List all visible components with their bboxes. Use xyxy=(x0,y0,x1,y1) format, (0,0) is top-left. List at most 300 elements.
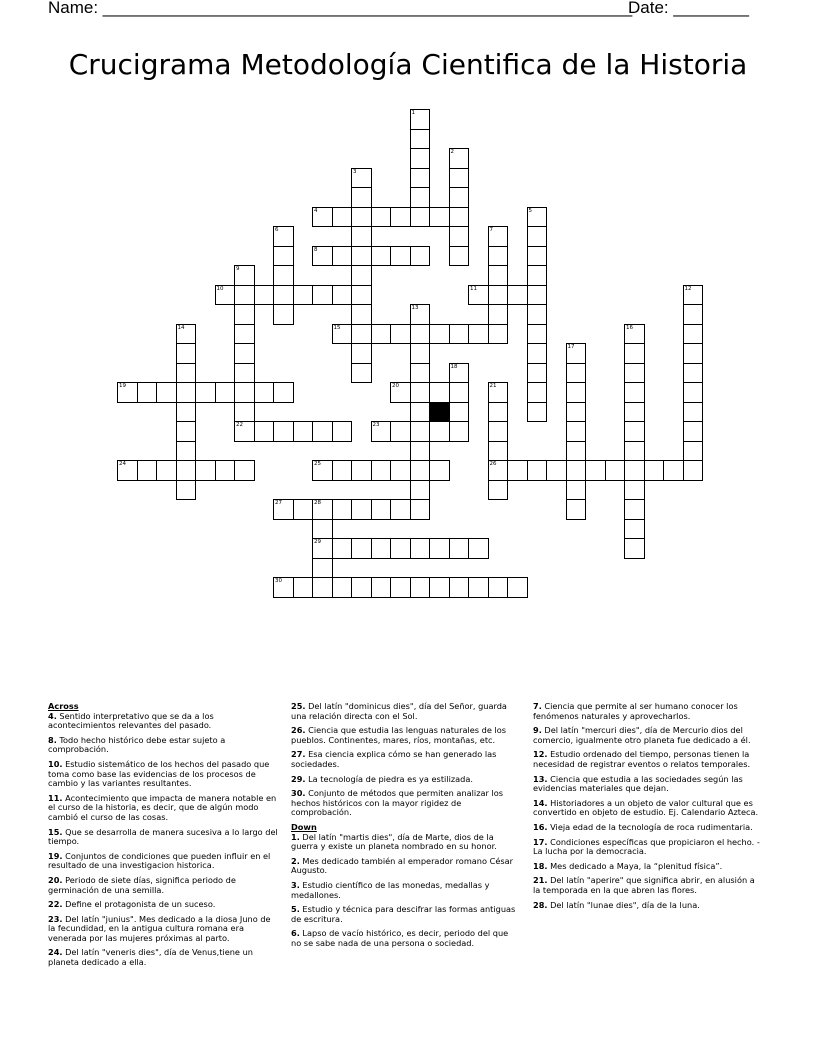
grid-cell[interactable] xyxy=(351,246,372,267)
grid-cell[interactable] xyxy=(332,207,353,228)
clue-number-label: 23. xyxy=(48,913,63,924)
grid-cell[interactable] xyxy=(527,285,548,306)
grid-cell[interactable] xyxy=(507,460,528,481)
grid-cell[interactable] xyxy=(371,577,392,598)
clue-text: Define el protagonista de un suceso. xyxy=(62,899,216,910)
clue-number-label: 21. xyxy=(533,875,548,886)
across-clue xyxy=(291,775,519,785)
grid-cell[interactable] xyxy=(332,499,353,520)
clue-text: Del latín "lunae dies", día de la luna. xyxy=(547,899,700,910)
grid-cell[interactable] xyxy=(312,519,333,540)
grid-cell[interactable] xyxy=(566,382,587,403)
grid-cell[interactable] xyxy=(488,402,509,423)
grid-cell[interactable] xyxy=(332,538,353,559)
grid-cell[interactable] xyxy=(566,421,587,442)
grid-cell[interactable] xyxy=(176,382,197,403)
clue-number: 7 xyxy=(489,227,493,233)
clue-number: 15 xyxy=(333,324,341,331)
down-clue xyxy=(533,702,763,721)
grid-cell[interactable] xyxy=(624,499,645,520)
grid-cell[interactable] xyxy=(273,382,294,403)
grid-cell[interactable] xyxy=(351,168,372,189)
down-clue xyxy=(533,726,763,745)
grid-cell[interactable] xyxy=(488,421,509,442)
clue-text: Ciencia que permite al ser humano conocer los fenómenos naturales y aprovecharlos. xyxy=(533,701,738,721)
grid-cell[interactable] xyxy=(429,538,450,559)
grid-cell[interactable] xyxy=(507,577,528,598)
grid-cell[interactable] xyxy=(351,187,372,208)
clue-number: 24 xyxy=(119,461,126,467)
clue-text: Sentido interpretativo que se da a los acontecimientos relevantes del pasado. xyxy=(48,710,214,731)
grid-cell[interactable] xyxy=(468,285,489,306)
grid-cell[interactable] xyxy=(351,460,372,481)
clue-number: 21 xyxy=(489,383,497,389)
grid-cell[interactable] xyxy=(371,538,392,559)
grid-cell[interactable] xyxy=(624,421,645,442)
grid-cell[interactable] xyxy=(488,324,509,345)
grid-cell[interactable] xyxy=(488,441,509,462)
grid-cell[interactable] xyxy=(488,460,509,481)
grid-cell[interactable] xyxy=(449,187,470,208)
grid-cell[interactable] xyxy=(566,480,587,501)
grid-cell[interactable] xyxy=(527,382,548,403)
name-line: Name: ________________________________________________________ xyxy=(48,0,633,17)
grid-cell[interactable] xyxy=(527,343,548,364)
clue-number-label: 18. xyxy=(533,860,548,871)
grid-cell[interactable] xyxy=(273,577,294,598)
grid-cell[interactable] xyxy=(429,382,450,403)
clue-number: 4 xyxy=(314,207,318,214)
grid-cell[interactable] xyxy=(449,168,470,189)
grid-cell[interactable] xyxy=(449,363,470,384)
grid-cell[interactable] xyxy=(371,246,392,267)
grid-cell[interactable] xyxy=(176,441,197,462)
grid-cell[interactable] xyxy=(449,421,470,442)
grid-cell[interactable] xyxy=(351,265,372,286)
clue-text: Mes dedicado a Maya, la “plenitud física”. xyxy=(547,860,723,871)
clue-number-label: 17. xyxy=(533,836,548,847)
grid-cell[interactable] xyxy=(410,187,431,208)
grid-cell[interactable] xyxy=(683,460,704,481)
grid-cell[interactable] xyxy=(566,460,587,481)
grid-cell[interactable] xyxy=(312,246,333,267)
grid-cell[interactable] xyxy=(312,538,333,559)
grid-cell[interactable] xyxy=(546,460,567,481)
across-heading: Across xyxy=(48,701,79,711)
clue-number: 6 xyxy=(275,227,279,233)
grid-cell[interactable] xyxy=(410,324,431,345)
grid-cell[interactable] xyxy=(527,324,548,345)
grid-cell[interactable] xyxy=(234,265,255,286)
grid-cell[interactable] xyxy=(624,538,645,559)
grid-cell[interactable] xyxy=(468,577,489,598)
clue-number-label: 15. xyxy=(48,826,63,837)
grid-cell[interactable] xyxy=(449,226,470,247)
clue-number-label: 14. xyxy=(533,797,548,808)
grid-cell[interactable] xyxy=(293,285,314,306)
clue-text: Esa ciencia explica cómo se han generado las sociedades. xyxy=(291,749,497,769)
grid-cell[interactable] xyxy=(254,421,275,442)
grid-cell[interactable] xyxy=(137,460,158,481)
grid-cell[interactable] xyxy=(293,499,314,520)
down-clue xyxy=(533,750,763,769)
grid-cell[interactable] xyxy=(410,441,431,462)
grid-cell[interactable] xyxy=(273,226,294,247)
grid-cell[interactable] xyxy=(507,285,528,306)
grid-cell[interactable] xyxy=(371,207,392,228)
clue-number: 9 xyxy=(236,266,240,272)
grid-cell[interactable] xyxy=(215,285,236,306)
grid-cell[interactable] xyxy=(332,577,353,598)
down-clue xyxy=(533,876,763,895)
clue-text: Vieja edad de la tecnología de roca rudimentaria. xyxy=(547,821,753,832)
grid-cell[interactable] xyxy=(371,421,392,442)
grid-cell[interactable] xyxy=(683,304,704,325)
grid-cell[interactable] xyxy=(332,324,353,345)
grid-cell[interactable] xyxy=(429,324,450,345)
grid-cell[interactable] xyxy=(176,343,197,364)
grid-cell[interactable] xyxy=(410,109,431,130)
grid-cell[interactable] xyxy=(624,363,645,384)
clue-text: Ciencia que estudia las lenguas naturales de los pueblos. Continentes, mares, ríos, montañas, etc. xyxy=(291,725,507,745)
clue-number-label: 24. xyxy=(48,947,63,958)
grid-cell[interactable] xyxy=(234,343,255,364)
grid-cell[interactable] xyxy=(273,246,294,267)
grid-cell[interactable] xyxy=(390,538,411,559)
grid-cell[interactable] xyxy=(410,480,431,501)
across-clue xyxy=(48,915,280,944)
grid-cell[interactable] xyxy=(410,382,431,403)
down-clue-list xyxy=(291,833,519,949)
down-clue xyxy=(533,823,763,833)
grid-cell[interactable] xyxy=(351,207,372,228)
clue-number: 27 xyxy=(275,500,282,506)
grid-cell[interactable] xyxy=(254,382,275,403)
grid-cell[interactable] xyxy=(488,304,509,325)
grid-cell[interactable] xyxy=(644,460,665,481)
across-clue xyxy=(48,760,280,789)
clue-number: 18 xyxy=(450,363,458,370)
grid-cell[interactable] xyxy=(683,421,704,442)
clue-number-label: 19. xyxy=(48,850,63,861)
grid-cell[interactable] xyxy=(585,460,606,481)
grid-cell[interactable] xyxy=(410,363,431,384)
grid-cell[interactable] xyxy=(449,402,470,423)
grid-cell[interactable] xyxy=(410,246,431,267)
grid-cell[interactable] xyxy=(429,577,450,598)
clue-number: 10 xyxy=(216,285,224,292)
clue-text: Del latín "aperire" que significa abrir, en alusión a la temporada en la que abren las flores. xyxy=(533,875,755,895)
grid-cell[interactable] xyxy=(429,207,450,228)
grid-cell[interactable] xyxy=(195,382,216,403)
clue-number: 3 xyxy=(353,168,357,175)
grid-cell[interactable] xyxy=(176,363,197,384)
clue-text: Del latín "mercuri dies", día de Mercurio dios del comercio, igualmente otro planeta fue dedicado a él. xyxy=(533,725,751,745)
grid-cell[interactable] xyxy=(527,402,548,423)
clue-text: Del latín "junius". Mes dedicado a la diosa Juno de la fecundidad, en la antigua cultura romana era venerada por las mujeres próximas al parto. xyxy=(48,913,271,943)
clue-number: 2 xyxy=(450,149,454,155)
grid-cell[interactable] xyxy=(390,577,411,598)
grid-cell[interactable] xyxy=(273,304,294,325)
grid-cell[interactable] xyxy=(624,324,645,345)
grid-cell[interactable] xyxy=(410,421,431,442)
grid-cell[interactable] xyxy=(351,324,372,345)
down-clue xyxy=(533,838,763,857)
grid-cell[interactable] xyxy=(117,460,138,481)
grid-cell[interactable] xyxy=(488,246,509,267)
across-clue xyxy=(48,736,280,755)
grid-cell[interactable] xyxy=(624,480,645,501)
grid-cell[interactable] xyxy=(351,343,372,364)
clue-text: Conjunto de métodos que permiten analizar los hechos históricos con la mayor rigidez de comprobación. xyxy=(291,788,504,818)
grid-cell[interactable] xyxy=(195,460,216,481)
grid-cell[interactable] xyxy=(371,499,392,520)
clue-number-label: 26. xyxy=(291,725,306,736)
grid-cell[interactable] xyxy=(488,265,509,286)
down-clue xyxy=(291,833,519,852)
clue-text: Historiadores a un objeto de valor cultural que es convertido en objeto de estudio. Ej. Calendario Azteca. xyxy=(533,797,759,818)
grid-cell[interactable] xyxy=(117,382,138,403)
grid-cell[interactable] xyxy=(683,382,704,403)
grid-cell[interactable] xyxy=(351,577,372,598)
grid-cell[interactable] xyxy=(234,363,255,384)
clue-number: 20 xyxy=(392,383,399,389)
grid-cell[interactable] xyxy=(449,577,470,598)
grid-cell[interactable] xyxy=(351,499,372,520)
clue-text: Condiciones específicas que propiciaron el hecho. -La lucha por la democracia. xyxy=(533,836,760,857)
grid-cell[interactable] xyxy=(156,382,177,403)
grid-cell[interactable] xyxy=(488,480,509,501)
grid-cell[interactable] xyxy=(683,363,704,384)
grid-cell[interactable] xyxy=(390,421,411,442)
across-clue xyxy=(48,900,280,910)
clue-number: 29 xyxy=(314,539,321,545)
clue-text: Ciencia que estudia a las sociedades según las evidencias materiales que dejan. xyxy=(533,773,743,794)
grid-cell[interactable] xyxy=(371,460,392,481)
grid-cell[interactable] xyxy=(449,324,470,345)
grid-cell[interactable] xyxy=(234,421,255,442)
grid-cell[interactable] xyxy=(468,538,489,559)
clue-number: 19 xyxy=(119,383,126,389)
grid-cell[interactable] xyxy=(273,421,294,442)
clue-number-label: 16. xyxy=(533,821,548,832)
grid-cell[interactable] xyxy=(312,558,333,579)
clue-text: Lapso de vacío histórico, es decir, periodo del que no se sabe nada de una persona o sociedad. xyxy=(291,928,509,948)
grid-cell[interactable] xyxy=(332,246,353,267)
grid-cell[interactable] xyxy=(390,324,411,345)
grid-cell[interactable] xyxy=(410,207,431,228)
grid-cell[interactable] xyxy=(332,285,353,306)
grid-cell[interactable] xyxy=(527,207,548,228)
grid-cell[interactable] xyxy=(488,285,509,306)
clue-number: 26 xyxy=(489,461,497,467)
grid-cell[interactable] xyxy=(527,226,548,247)
page-title: Crucigrama Metodología Cientifica de la Historia xyxy=(68,48,748,81)
grid-cell[interactable] xyxy=(410,129,431,150)
clue-number-label: 27. xyxy=(291,749,306,760)
grid-cell[interactable] xyxy=(234,460,255,481)
grid-cell[interactable] xyxy=(254,285,275,306)
across-clue xyxy=(48,828,280,847)
grid-cell[interactable] xyxy=(293,421,314,442)
grid-cell[interactable] xyxy=(566,363,587,384)
clue-number: 8 xyxy=(314,246,318,253)
grid-cell[interactable] xyxy=(410,538,431,559)
across-clue-list-continued xyxy=(291,702,519,818)
clue-number: 12 xyxy=(684,285,692,292)
clue-number-label: 9. xyxy=(533,725,542,736)
grid-cell[interactable] xyxy=(273,499,294,520)
grid-cell[interactable] xyxy=(566,441,587,462)
grid-cell[interactable] xyxy=(527,265,548,286)
clue-number-label: 8. xyxy=(48,734,57,745)
grid-cell[interactable] xyxy=(624,402,645,423)
grid-cell[interactable] xyxy=(410,343,431,364)
across-clue xyxy=(48,948,280,967)
grid-cell[interactable] xyxy=(293,577,314,598)
grid-cell[interactable] xyxy=(351,226,372,247)
grid-cell[interactable] xyxy=(390,460,411,481)
grid-cell[interactable] xyxy=(566,499,587,520)
clue-number: 23 xyxy=(372,422,380,428)
grid-cell[interactable] xyxy=(176,480,197,501)
grid-cell[interactable] xyxy=(605,460,626,481)
grid-cell[interactable] xyxy=(429,421,450,442)
clue-number: 16 xyxy=(626,324,633,331)
grid-cell[interactable] xyxy=(527,246,548,267)
across-clue xyxy=(291,750,519,769)
grid-cell[interactable] xyxy=(410,460,431,481)
grid-cell[interactable] xyxy=(527,460,548,481)
grid-cell[interactable] xyxy=(449,207,470,228)
across-clue xyxy=(48,852,280,871)
down-clue xyxy=(291,857,519,876)
grid-cell[interactable] xyxy=(663,460,684,481)
grid-cell[interactable] xyxy=(234,402,255,423)
grid-cell[interactable] xyxy=(351,538,372,559)
grid-cell[interactable] xyxy=(176,421,197,442)
across-clue xyxy=(48,876,280,895)
grid-cell[interactable] xyxy=(624,519,645,540)
clue-number-label: 20. xyxy=(48,874,63,885)
grid-cell[interactable] xyxy=(234,324,255,345)
grid-cell[interactable] xyxy=(312,285,333,306)
clue-number-label: 10. xyxy=(48,758,63,769)
grid-cell[interactable] xyxy=(332,460,353,481)
grid-cell[interactable] xyxy=(410,577,431,598)
grid-cell[interactable] xyxy=(683,285,704,306)
grid-cell[interactable] xyxy=(176,324,197,345)
grid-cell[interactable] xyxy=(176,460,197,481)
grid-cell[interactable] xyxy=(351,285,372,306)
grid-cell[interactable] xyxy=(449,382,470,403)
grid-cell[interactable] xyxy=(351,304,372,325)
grid-cell[interactable] xyxy=(449,538,470,559)
grid-cell[interactable] xyxy=(137,382,158,403)
clue-number: 1 xyxy=(411,110,415,116)
grid-cell[interactable] xyxy=(312,577,333,598)
clue-number: 14 xyxy=(177,324,185,331)
grid-cell[interactable] xyxy=(176,402,197,423)
grid-cell[interactable] xyxy=(215,382,236,403)
grid-cell[interactable] xyxy=(527,304,548,325)
grid-cell[interactable] xyxy=(566,343,587,364)
grid-cell[interactable] xyxy=(390,499,411,520)
across-clue xyxy=(291,789,519,818)
clue-text: La tecnología de piedra es ya estilizada. xyxy=(305,773,473,784)
grid-cell[interactable] xyxy=(683,343,704,364)
grid-cell[interactable] xyxy=(390,382,411,403)
grid-cell[interactable] xyxy=(312,207,333,228)
grid-cell[interactable] xyxy=(234,382,255,403)
grid-cell[interactable] xyxy=(488,382,509,403)
clue-number-label: 25. xyxy=(291,701,306,711)
grid-cell[interactable] xyxy=(390,207,411,228)
grid-cell[interactable] xyxy=(332,421,353,442)
grid-cell[interactable] xyxy=(683,402,704,423)
grid-cell[interactable] xyxy=(312,421,333,442)
grid-cell[interactable] xyxy=(683,324,704,345)
clue-number: 11 xyxy=(470,285,477,292)
grid-cell[interactable] xyxy=(215,460,236,481)
grid-cell[interactable] xyxy=(410,499,431,520)
grid-cell[interactable] xyxy=(273,265,294,286)
grid-cell[interactable] xyxy=(371,324,392,345)
grid-cell[interactable] xyxy=(410,148,431,169)
grid-cell[interactable] xyxy=(468,324,489,345)
grid-cell[interactable] xyxy=(488,226,509,247)
across-clue xyxy=(48,794,280,823)
grid-cell[interactable] xyxy=(156,460,177,481)
grid-cell[interactable] xyxy=(527,363,548,384)
clue-number: 30 xyxy=(275,578,282,584)
grid-cell[interactable] xyxy=(234,304,255,325)
grid-cell[interactable] xyxy=(351,363,372,384)
clue-number-label: 5. xyxy=(291,904,300,915)
grid-cell[interactable] xyxy=(683,441,704,462)
grid-cell[interactable] xyxy=(312,460,333,481)
clue-number: 13 xyxy=(411,305,419,311)
grid-cell[interactable] xyxy=(449,148,470,169)
grid-cell[interactable] xyxy=(429,460,450,481)
grid-cell[interactable] xyxy=(234,285,255,306)
grid-cell[interactable] xyxy=(488,577,509,598)
clues-column-2 xyxy=(291,702,519,953)
grid-cell[interactable] xyxy=(566,402,587,423)
clue-text: Estudio sistemático de los hechos del pasado que toma como base las evidencias de los procesos de cambio y las variantes resultantes. xyxy=(48,758,270,789)
grid-cell[interactable] xyxy=(312,499,333,520)
grid-cell[interactable] xyxy=(624,343,645,364)
grid-cell[interactable] xyxy=(624,441,645,462)
grid-cell[interactable] xyxy=(449,246,470,267)
grid-cell[interactable] xyxy=(390,246,411,267)
across-clue-list xyxy=(48,712,280,968)
grid-cell[interactable] xyxy=(410,304,431,325)
grid-cell[interactable] xyxy=(410,402,431,423)
grid-cell[interactable] xyxy=(624,382,645,403)
grid-cell[interactable] xyxy=(273,285,294,306)
across-clue xyxy=(291,726,519,745)
down-clue xyxy=(533,799,763,818)
clue-number: 17 xyxy=(567,344,575,350)
clues-column-1 xyxy=(48,702,280,973)
clue-number-label: 22. xyxy=(48,899,63,910)
grid-cell[interactable] xyxy=(624,460,645,481)
clue-text: Del latín "veneris dies", día de Venus,tiene un planeta dedicado a ella. xyxy=(48,947,253,968)
clue-number-label: 3. xyxy=(291,879,300,890)
grid-cell[interactable] xyxy=(410,168,431,189)
down-heading: Down xyxy=(291,821,317,832)
